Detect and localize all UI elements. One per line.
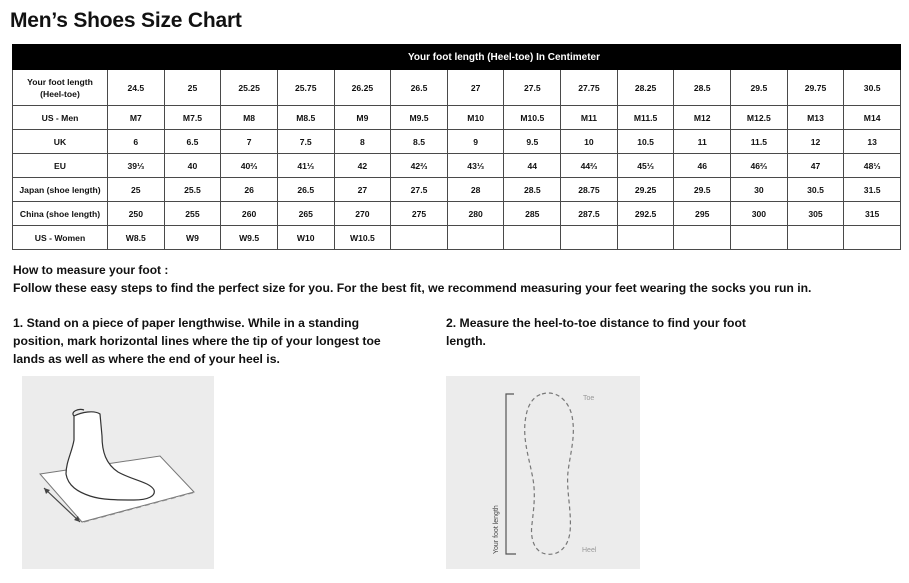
table-cell: M9.5 xyxy=(391,106,448,130)
table-cell: 46⅔ xyxy=(731,154,788,178)
table-row xyxy=(13,202,901,226)
table-cell: 285 xyxy=(504,202,561,226)
foot-on-paper-illustration xyxy=(22,376,214,569)
table-cell: M7.5 xyxy=(164,106,221,130)
table-cell xyxy=(731,226,788,250)
table-cell: M12 xyxy=(674,106,731,130)
table-cell: 27.5 xyxy=(391,178,448,202)
toe-label: Toe xyxy=(583,395,595,402)
foot-outline-icon xyxy=(446,376,640,569)
table-cell: 300 xyxy=(731,202,788,226)
table-cell: 29.75 xyxy=(787,70,844,106)
row-label: China (shoe length) xyxy=(13,202,108,226)
row-label: US - Women xyxy=(13,226,108,250)
table-cell: 29.25 xyxy=(617,178,674,202)
howto-title: How to measure your foot : xyxy=(13,263,169,277)
table-cell: 8 xyxy=(334,130,391,154)
howto-intro: Follow these easy steps to find the perfect size for you. For the best fit, we recommend measuring your feet wearing the socks you run in. xyxy=(13,281,812,295)
table-cell: 25.25 xyxy=(221,70,278,106)
table-cell: 42⅔ xyxy=(391,154,448,178)
table-cell: 295 xyxy=(674,202,731,226)
table-cell: W9 xyxy=(164,226,221,250)
table-cell: 26.5 xyxy=(391,70,448,106)
table-cell: 28.75 xyxy=(561,178,618,202)
table-cell: 270 xyxy=(334,202,391,226)
step-1-number: 1. xyxy=(13,316,24,330)
table-row xyxy=(13,154,901,178)
table-cell: 46 xyxy=(674,154,731,178)
table-cell: 43⅓ xyxy=(447,154,504,178)
table-cell: M13 xyxy=(787,106,844,130)
table-cell: 29.5 xyxy=(731,70,788,106)
row-label: Japan (shoe length) xyxy=(13,178,108,202)
table-cell: 41⅓ xyxy=(277,154,334,178)
table-cell xyxy=(504,226,561,250)
table-cell xyxy=(391,226,448,250)
table-cell: 9.5 xyxy=(504,130,561,154)
table-row xyxy=(13,178,901,202)
table-cell: W10 xyxy=(277,226,334,250)
table-cell: 26.5 xyxy=(277,178,334,202)
step-1 xyxy=(13,314,398,368)
row-label: US - Men xyxy=(13,106,108,130)
table-cell: 7.5 xyxy=(277,130,334,154)
table-row xyxy=(13,70,901,106)
table-cell: 45⅓ xyxy=(617,154,674,178)
foot-length-label: Your foot length xyxy=(493,505,500,554)
table-cell: 48⅓ xyxy=(844,154,901,178)
table-cell: M14 xyxy=(844,106,901,130)
table-cell: 25 xyxy=(164,70,221,106)
row-label: EU xyxy=(13,154,108,178)
table-cell: 31.5 xyxy=(844,178,901,202)
table-cell: 39⅓ xyxy=(108,154,165,178)
table-cell: M12.5 xyxy=(731,106,788,130)
table-cell: 11 xyxy=(674,130,731,154)
table-cell: 26 xyxy=(221,178,278,202)
row-label: Your foot length (Heel-toe) xyxy=(13,70,108,106)
table-row xyxy=(13,106,901,130)
table-cell: 28.5 xyxy=(504,178,561,202)
table-cell xyxy=(617,226,674,250)
table-cell: 265 xyxy=(277,202,334,226)
table-cell: W8.5 xyxy=(108,226,165,250)
table-cell: 47 xyxy=(787,154,844,178)
table-cell: 315 xyxy=(844,202,901,226)
table-cell: 10 xyxy=(561,130,618,154)
size-chart-table xyxy=(12,44,901,250)
table-cell xyxy=(447,226,504,250)
table-cell: 27 xyxy=(334,178,391,202)
table-cell: 275 xyxy=(391,202,448,226)
table-cell: 27.75 xyxy=(561,70,618,106)
table-cell: 28.25 xyxy=(617,70,674,106)
table-cell: 292.5 xyxy=(617,202,674,226)
table-cell: 260 xyxy=(221,202,278,226)
table-cell: M10.5 xyxy=(504,106,561,130)
table-cell xyxy=(844,226,901,250)
table-cell: 24.5 xyxy=(108,70,165,106)
table-cell: 30.5 xyxy=(844,70,901,106)
table-cell: W9.5 xyxy=(221,226,278,250)
table-cell: 27 xyxy=(447,70,504,106)
table-cell: 27.5 xyxy=(504,70,561,106)
page-title: Men’s Shoes Size Chart xyxy=(10,9,242,32)
table-cell xyxy=(561,226,618,250)
table-cell: M9 xyxy=(334,106,391,130)
table-cell: M8 xyxy=(221,106,278,130)
table-cell: M11 xyxy=(561,106,618,130)
table-cell: 25 xyxy=(108,178,165,202)
table-cell: 8.5 xyxy=(391,130,448,154)
table-cell: 7 xyxy=(221,130,278,154)
heel-label: Heel xyxy=(582,547,597,554)
table-header-spacer xyxy=(13,45,108,70)
table-cell: 28.5 xyxy=(674,70,731,106)
table-cell: W10.5 xyxy=(334,226,391,250)
table-cell: 11.5 xyxy=(731,130,788,154)
table-cell: M10 xyxy=(447,106,504,130)
foot-outline-measure-illustration xyxy=(446,376,640,569)
table-cell: M8.5 xyxy=(277,106,334,130)
table-cell: 305 xyxy=(787,202,844,226)
foot-on-paper-icon xyxy=(22,376,214,569)
table-cell: 40 xyxy=(164,154,221,178)
table-cell: 25.5 xyxy=(164,178,221,202)
table-cell: 44 xyxy=(504,154,561,178)
row-label: UK xyxy=(13,130,108,154)
table-row xyxy=(13,130,901,154)
table-cell: 255 xyxy=(164,202,221,226)
table-cell: M7 xyxy=(108,106,165,130)
step-1-text: Stand on a piece of paper lengthwise. While in a standing position, mark horizontal lines where the tip of your longest toe lands as well as where the end of your heel is. xyxy=(13,316,381,366)
table-cell: 28 xyxy=(447,178,504,202)
table-cell: 6.5 xyxy=(164,130,221,154)
table-cell: 6 xyxy=(108,130,165,154)
table-cell: 12 xyxy=(787,130,844,154)
table-cell: 40⅔ xyxy=(221,154,278,178)
table-row xyxy=(13,226,901,250)
table-cell: 30.5 xyxy=(787,178,844,202)
table-cell: 250 xyxy=(108,202,165,226)
table-cell: 26.25 xyxy=(334,70,391,106)
table-cell: 287.5 xyxy=(561,202,618,226)
table-cell: 42 xyxy=(334,154,391,178)
table-cell: M11.5 xyxy=(617,106,674,130)
table-cell xyxy=(674,226,731,250)
table-header: Your foot length (Heel-toe) In Centimeter xyxy=(108,45,901,70)
table-cell: 29.5 xyxy=(674,178,731,202)
table-cell: 10.5 xyxy=(617,130,674,154)
table-cell: 280 xyxy=(447,202,504,226)
table-cell: 9 xyxy=(447,130,504,154)
table-cell xyxy=(787,226,844,250)
table-cell: 25.75 xyxy=(277,70,334,106)
table-cell: 13 xyxy=(844,130,901,154)
step-2: 2. Measure the heel-to-toe distance to find your foot length. xyxy=(446,316,746,348)
table-header-row xyxy=(13,45,901,70)
table-cell: 30 xyxy=(731,178,788,202)
table-cell: 44⅔ xyxy=(561,154,618,178)
